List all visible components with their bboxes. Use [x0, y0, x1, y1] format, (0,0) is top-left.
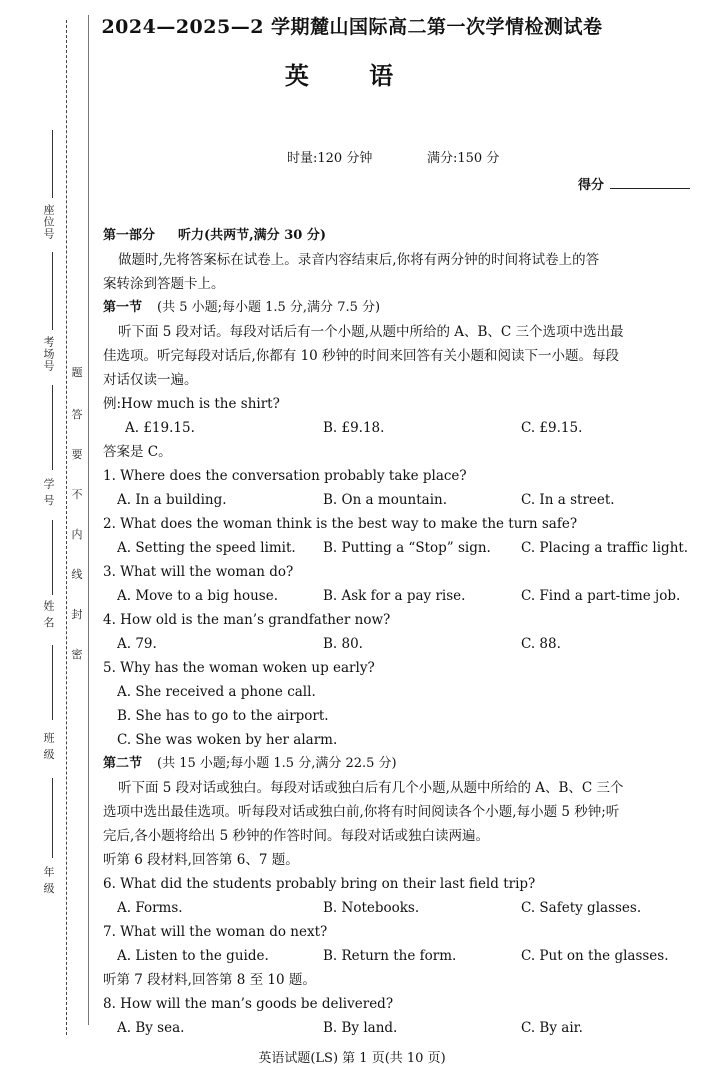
q7-option-b: B. Return the form. [323, 948, 457, 964]
seat-number-line [52, 130, 53, 198]
example-option-c: C. £9.15. [521, 420, 583, 436]
q8-option-a: A. By sea. [117, 1020, 185, 1036]
question-2: 2. What does the woman think is the best way to make the turn safe? [103, 516, 578, 532]
binding-solid-line [88, 15, 89, 1025]
name-label: 姓 名 [42, 600, 55, 629]
q8-option-b: B. By land. [323, 1020, 398, 1036]
section2-instr-line1: 听下面 5 段对话或独白。每段对话或独白后有几个小题,从题中所给的 A、B、C 三个 [118, 780, 624, 796]
seal-char: 答 [71, 408, 83, 421]
q6-option-a: A. Forms. [117, 900, 183, 916]
seal-char: 密 [71, 648, 83, 661]
example-option-a: A. £19.15. [125, 420, 195, 436]
part1-intro-line1: 做题时,先将答案标在试卷上。录音内容结束后,你将有两分钟的时间将试卷上的答 [118, 252, 600, 268]
grade-line [52, 778, 53, 858]
q4-option-c: C. 88. [521, 636, 561, 652]
seat-number-label: 座位号 [42, 204, 55, 240]
section1-instr-line3: 对话仅读一遍。 [103, 372, 198, 388]
q3-option-c: C. Find a part-time job. [521, 588, 681, 604]
student-id-label: 学 号 [42, 478, 55, 507]
section2-instr-line2: 选项中选出最佳选项。听每段对话或独白前,你将有时间阅读各个小题,每小题 5 秒钟;听 [103, 804, 620, 820]
example-question: 例:How much is the shirt? [103, 396, 280, 412]
q1-option-c: C. In a street. [521, 492, 615, 508]
seal-char: 不 [71, 488, 83, 501]
q5-option-a: A. She received a phone call. [117, 684, 316, 700]
q5-option-b: B. She has to go to the airport. [117, 708, 329, 724]
question-3: 3. What will the woman do? [103, 564, 294, 580]
q4-option-a: A. 79. [117, 636, 157, 652]
part1-intro-line2: 案转涂到答题卡上。 [103, 276, 225, 292]
q7-option-a: A. Listen to the guide. [117, 948, 269, 964]
room-number-label: 考场号 [42, 336, 55, 372]
binding-dashed-line [66, 20, 67, 1035]
q5-option-c: C. She was woken by her alarm. [117, 732, 338, 748]
question-1: 1. Where does the conversation probably take place? [103, 468, 467, 484]
material-6-instruction: 听第 6 段材料,回答第 6、7 题。 [103, 852, 299, 868]
part1-heading-detail: 听力(共两节,满分 30 分) [178, 228, 326, 243]
seal-char: 封 [71, 608, 83, 621]
q4-option-b: B. 80. [323, 636, 363, 652]
name-line [52, 520, 53, 595]
q2-option-c: C. Placing a traffic light. [521, 540, 689, 556]
time-limit: 时量:120 分钟 [287, 151, 373, 166]
full-score: 满分:150 分 [427, 151, 500, 166]
class-line [52, 645, 53, 720]
part1-heading: 第一部分 [103, 228, 156, 243]
question-4: 4. How old is the man’s grandfather now? [103, 612, 391, 628]
question-6: 6. What did the students probably bring on their last field trip? [103, 876, 536, 892]
student-id-line [52, 385, 53, 470]
q8-option-c: C. By air. [521, 1020, 583, 1036]
q1-option-a: A. In a building. [117, 492, 227, 508]
section1-instr-line1: 听下面 5 段对话。每段对话后有一个小题,从题中所给的 A、B、C 三个选项中选出最 [118, 324, 624, 340]
section1-instr-line2: 佳选项。听完每段对话后,你都有 10 秒钟的时间来回答有关小题和阅读下一小题。每段 [103, 348, 620, 364]
q6-option-c: C. Safety glasses. [521, 900, 642, 916]
q2-option-a: A. Setting the speed limit. [117, 540, 296, 556]
q6-option-b: B. Notebooks. [323, 900, 420, 916]
subject-title: 英 语 [284, 61, 420, 90]
section1-detail: (共 5 小题;每小题 1.5 分,满分 7.5 分) [157, 300, 381, 315]
q7-option-c: C. Put on the glasses. [521, 948, 669, 964]
page-footer: 英语试题(LS) 第 1 页(共 10 页) [258, 1051, 446, 1066]
section2-instr-line3: 完后,各小题将给出 5 秒钟的作答时间。每段对话或独白读两遍。 [103, 828, 489, 844]
q1-option-b: B. On a mountain. [323, 492, 447, 508]
class-label: 班 级 [42, 732, 55, 761]
section1-heading: 第一节 [103, 300, 143, 315]
seal-char: 内 [71, 528, 83, 541]
example-answer: 答案是 C。 [103, 444, 172, 460]
seal-char: 题 [71, 366, 83, 379]
question-7: 7. What will the woman do next? [103, 924, 328, 940]
question-5: 5. Why has the woman woken up early? [103, 660, 375, 676]
material-7-instruction: 听第 7 段材料,回答第 8 至 10 题。 [103, 972, 316, 988]
q3-option-b: B. Ask for a pay rise. [323, 588, 466, 604]
room-number-line [52, 252, 53, 330]
seal-char: 线 [71, 568, 83, 581]
example-option-b: B. £9.18. [323, 420, 385, 436]
score-blank[interactable] [610, 188, 690, 189]
grade-label: 年 级 [42, 866, 55, 895]
q2-option-b: B. Putting a “Stop” sign. [323, 540, 491, 556]
section2-heading: 第二节 [103, 756, 143, 771]
score-label: 得分 [578, 178, 605, 193]
seal-char: 要 [71, 448, 83, 461]
section2-detail: (共 15 小题;每小题 1.5 分,满分 22.5 分) [157, 756, 397, 771]
question-8: 8. How will the man’s goods be delivered? [103, 996, 394, 1012]
exam-title: 2024—2025—2 学期麓山国际高二第一次学情检测试卷 [101, 16, 603, 38]
q3-option-a: A. Move to a big house. [117, 588, 278, 604]
